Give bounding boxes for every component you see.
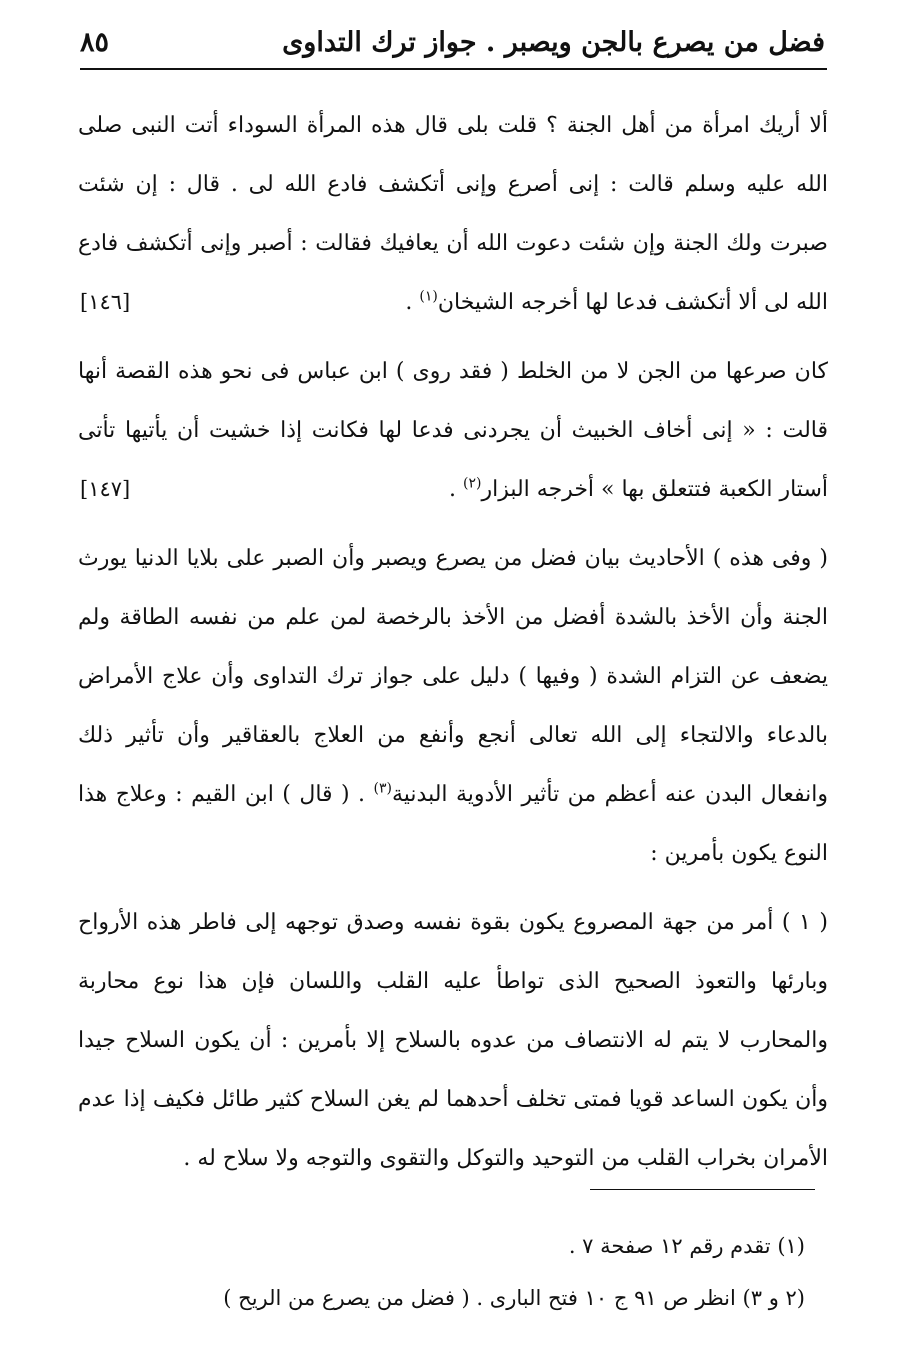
header-rule bbox=[80, 68, 827, 70]
paragraph-end: . bbox=[449, 477, 463, 502]
paragraph-end: . ( قال ) ابن القيم : وعلاج هذا النوع يكون بأمرين : bbox=[78, 782, 828, 866]
footnotes bbox=[90, 1220, 805, 1324]
paragraph-text: كان صرعها من الجن لا من الخلط ( فقد روى ) ابن عباس فى نحو هذه القصة أنها قالت : « إنى أخاف الخبيث أن يجردنى فدعا لها فكانت إذا خشيت أن يأتيها تأتى أستار الكعبة فتتعلق بها » أخرجه البزار bbox=[78, 359, 828, 502]
body-text bbox=[78, 96, 828, 1188]
paragraph-text: ( ١ ) أمر من جهة المصروع يكون بقوة نفسه وصدق توجهه إلى فاطر هذه الأرواح وبارئها والتعوذ الصحيح الذى تواطأ عليه القلب واللسان فإن هذا نوع محاربة والمحارب لا يتم له الانتصاف من عدوه بالسلاح إلا بأمرين : أن يكون السلاح جيدا وأن يكون الساعد قويا فمتى تخلف أحدهما لم يغن السلاح كثير طائل فكيف إذا عدم الأمران بخراب القلب من التوحيد والتوكل والتقوى والتوجه ولا سلاح له . bbox=[78, 910, 829, 1171]
paragraph-hadith-147 bbox=[78, 342, 828, 519]
page-number: ٨٥ bbox=[80, 26, 110, 58]
footnote-rule bbox=[590, 1189, 815, 1190]
page-header bbox=[80, 18, 825, 66]
footnote-marker: (١) bbox=[419, 288, 438, 305]
paragraph-commentary bbox=[78, 529, 828, 883]
footnote-1: (١) تقدم رقم ١٢ صفحة ٧ . bbox=[568, 1234, 805, 1258]
paragraph-hadith-146 bbox=[78, 96, 828, 332]
hadith-number: [١٤٧] bbox=[80, 477, 131, 501]
running-title: فضل من يصرع بالجن ويصبر . جواز ترك التداوى bbox=[282, 26, 825, 58]
paragraph-text: ألا أريك امرأة من أهل الجنة ؟ قلت بلى قال هذه المرأة السوداء أتت النبى صلى الله عليه وسلم قالت : إنى أصرع وإنى أتكشف فادع الله لى . قال : إن شئت صبرت ولك الجنة وإن شئت دعوت الله أن يعافيك فقالت : أصبر وإنى أتكشف فادع الله لى ألا أتكشف فدعا لها أخرجه الشيخان bbox=[78, 113, 828, 315]
paragraph-end: . bbox=[405, 290, 420, 315]
footnote-2-3: (٢ و ٣) انظر ص ٩١ ج ١٠ فتح البارى . ( فضل من يصرع من الريح ) bbox=[223, 1286, 805, 1310]
footnote-marker: (٣) bbox=[373, 780, 392, 797]
hadith-number: [١٤٦] bbox=[80, 290, 131, 314]
paragraph-text: ( وفى هذه ) الأحاديث بيان فضل من يصرع ويصبر وأن الصبر على بلايا الدنيا يورث الجنة وأن الأخذ بالشدة أفضل من الأخذ بالرخصة لمن علم من نفسه الطاقة ولم يضعف عن التزام الشدة ( وفيها ) دليل على جواز ترك التداوى وأن علاج الأمراض بالدعاء والالتجاء إلى الله تعالى أنجع وأنفع من العلاج بالعقاقير وأن تأثير ذلك وانفعال البدن عنه أعظم من تأثير الأدوية البدنية bbox=[78, 546, 828, 807]
paragraph-treatment bbox=[78, 893, 828, 1188]
footnote-marker: (٢) bbox=[463, 475, 482, 492]
